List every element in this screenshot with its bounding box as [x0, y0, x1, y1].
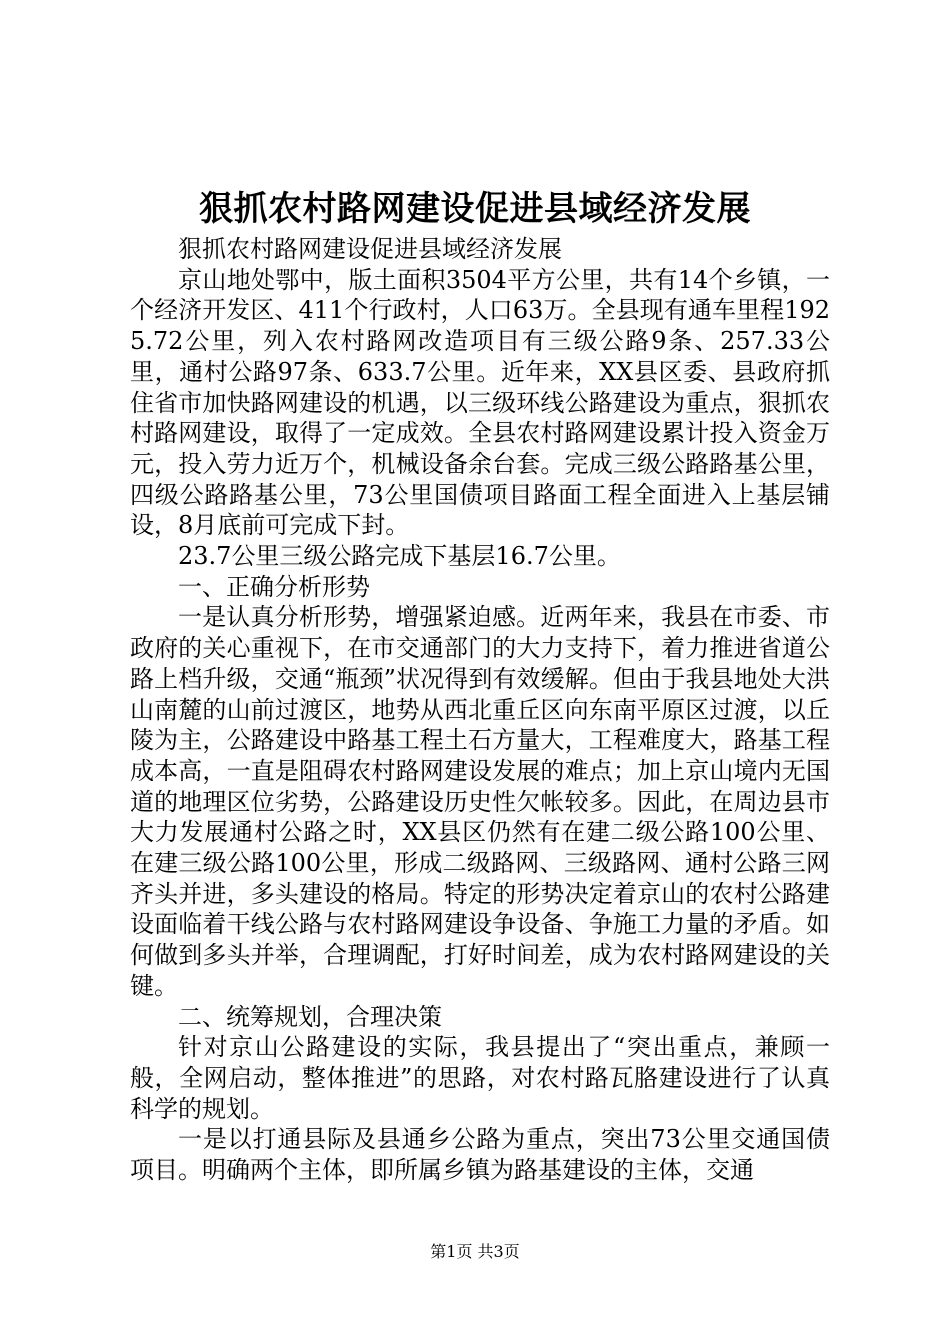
paragraph-subtitle: 狠抓农村路网建设促进县域经济发展 [178, 235, 562, 263]
section-heading-2: 二、统筹规划，合理决策 [178, 1002, 442, 1031]
paragraph-situation: 一是认真分析形势，增强紧迫感。近两年来，我县在市委、市政府的关心重视下，在市交通部门的大力支持下，着力推进省道公路上档升级，交通“瓶颈”状况得到有效缓解。但由于我县地处大洪山南麓的山前过渡区，地势从西北重丘区向东南平原区过渡，以丘陵为主，公路建设中路基工程土石方量大，工程难度大，路基工程成本高，一直是阻碍农村路网建设发展的难点；加上京山境内无国道的地理区位劣势，公路建设历史性欠帐较多。因此，在周边县市大力发展通村公路之时，XX县区仍然有在建二级公路100公里、在建三级公路100公里，形成二级路网、三级路网、通村公路三网齐头并进，多头建设的格局。特定的形势决定着京山的农村公路建设面临着干线公路与农村路网建设争设备、争施工力量的矛盾。如何做到多头并举，合理调配，打好时间差，成为农村路网建设的关键。 [130, 603, 830, 1000]
section-heading-1: 一、正确分析形势 [178, 572, 370, 601]
paragraph-priority: 一是以打通县际及县通乡公路为重点，突出73公里交通国债项目。明确两个主体，即所属乡镇为路基建设的主体，交通 [130, 1125, 830, 1185]
paragraph-planning: 针对京山公路建设的实际，我县提出了“突出重点，兼顾一般，全网启动，整体推进”的思路，对农村路瓦胳建设进行了认真科学的规划。 [130, 1033, 830, 1123]
document-title: 狠抓农村路网建设促进县域经济发展 [199, 189, 751, 229]
page-footer: 第1页 共3页 [430, 1242, 520, 1261]
document-body [130, 234, 830, 1186]
paragraph-intro: 京山地处鄂中，版土面积3504平方公里，共有14个乡镇，一个经济开发区、411个行政村，人口63万。全县现有通车里程1925.72公里，列入农村路网改造项目有三级公路9条、257.33公里，通村公路97条、633.7公里。近年来，XX县区委、县政府抓住省市加快路网建设的机遇，以三级环线公路建设为重点，狠抓农村路网建设，取得了一定成效。全县农村路网建设累计投入资金万元，投入劳力近万个，机械设备余台套。完成三级公路路基公里，四级公路路基公里，73公里国债项目路面工程全面进入上基层铺设，8月底前可完成下封。 [130, 265, 830, 540]
paragraph-progress: 23.7公里三级公路完成下基层16.7公里。 [178, 542, 621, 571]
